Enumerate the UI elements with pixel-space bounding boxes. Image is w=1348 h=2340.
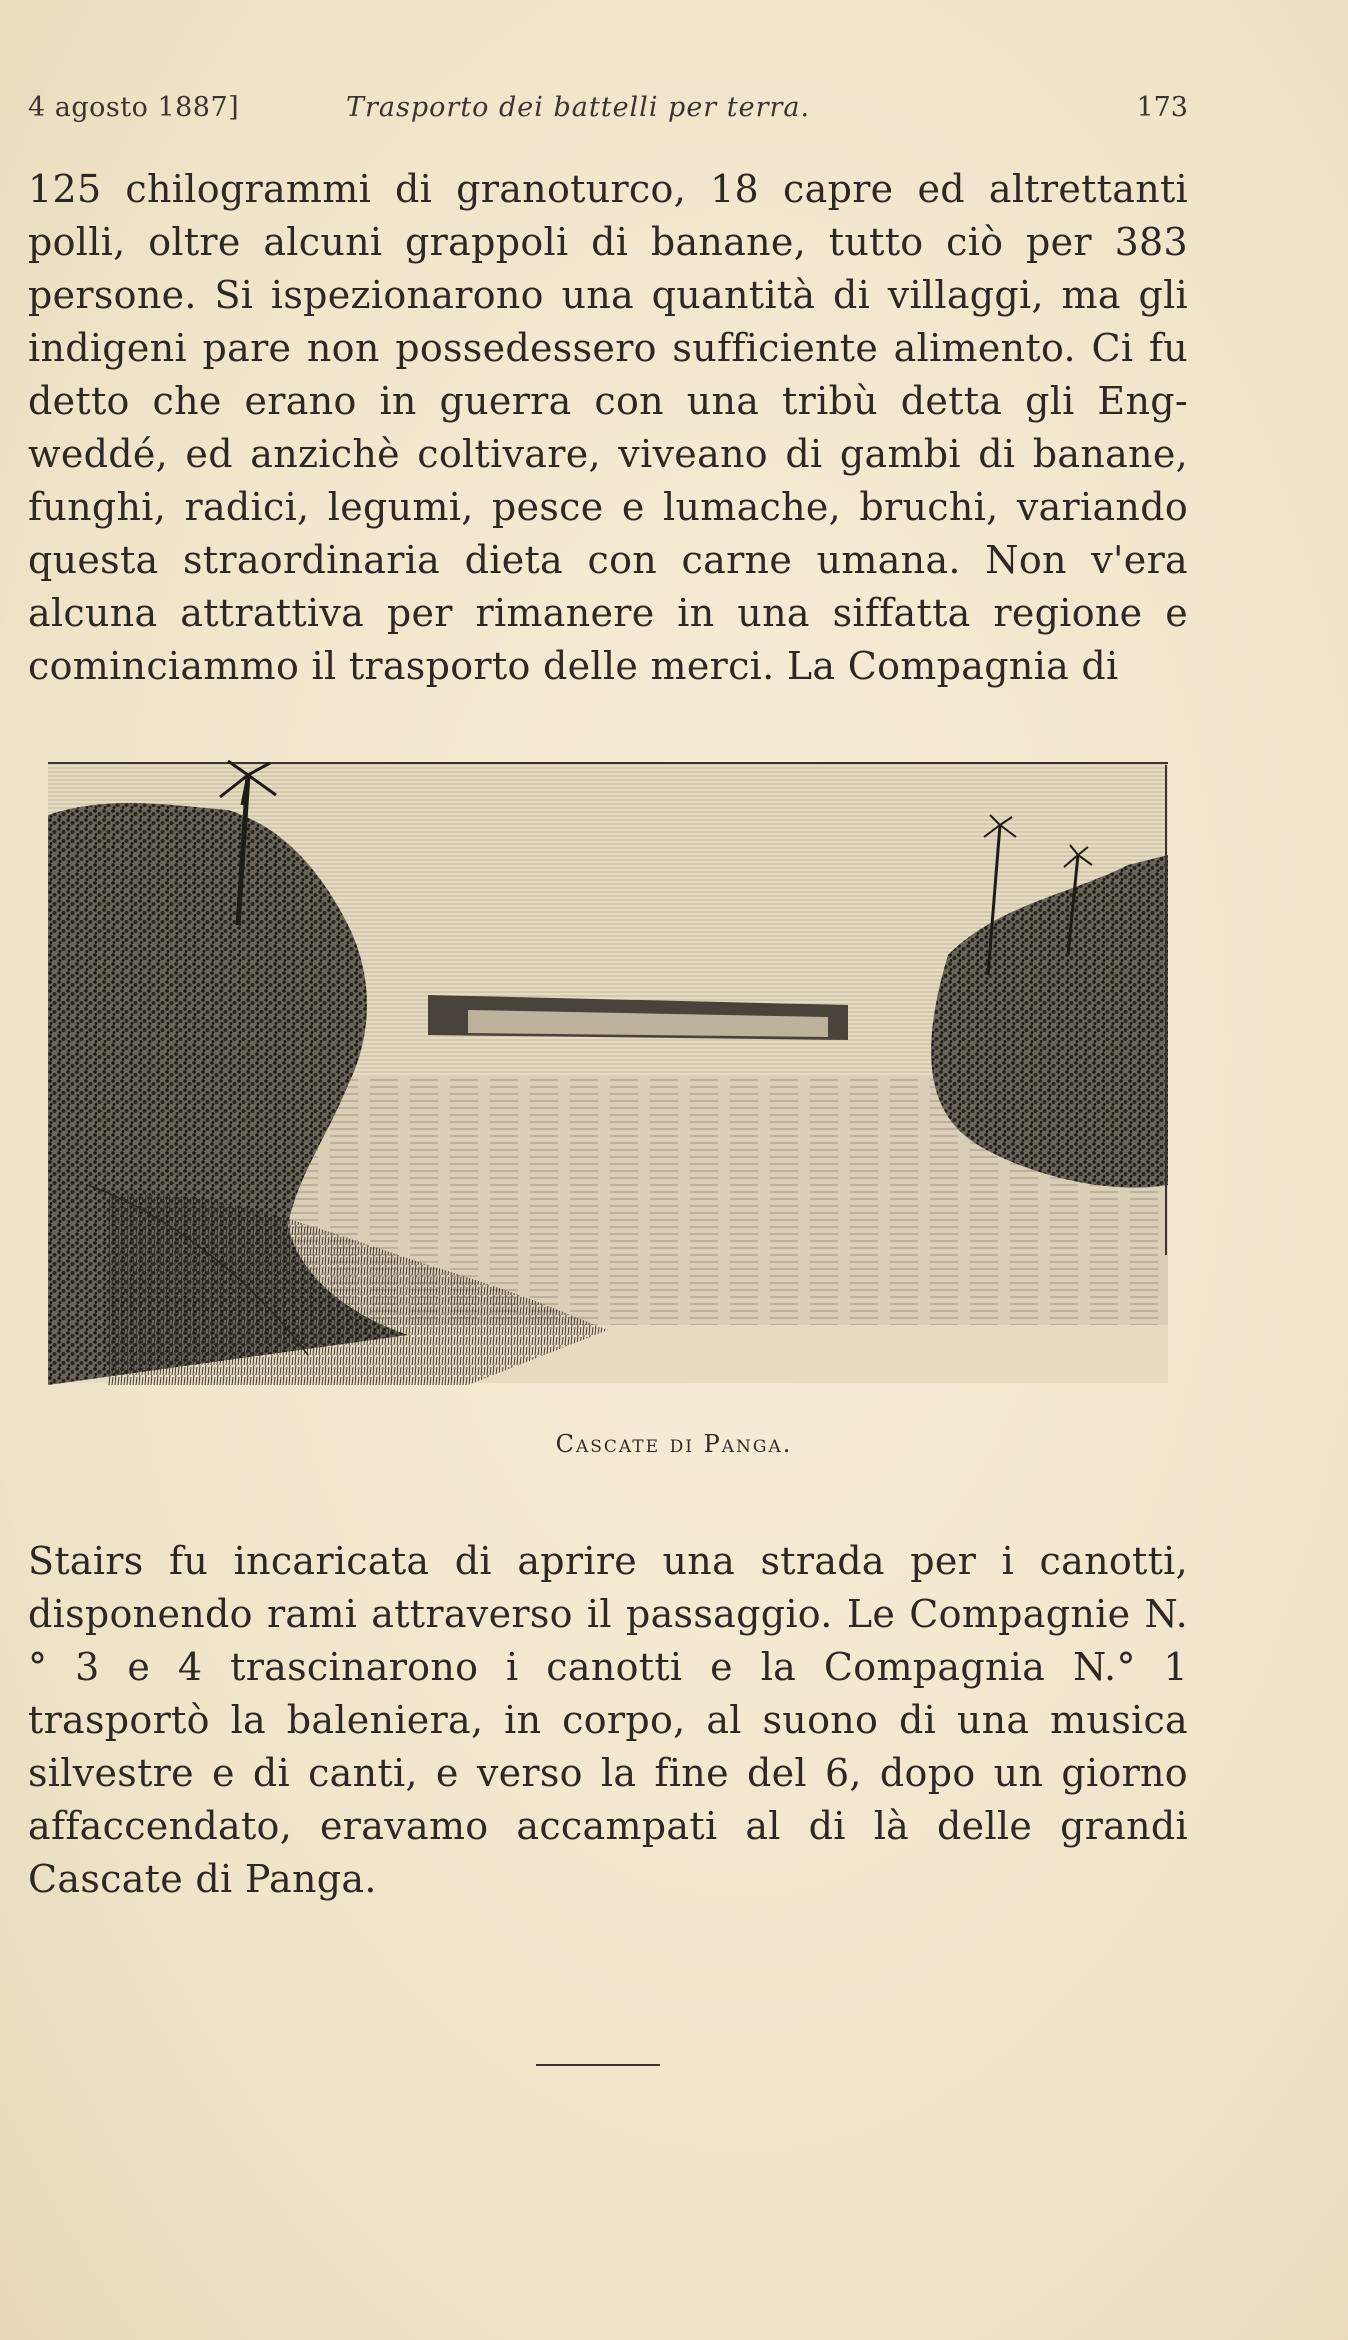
figure-engraving (48, 755, 1168, 1385)
page-number: 173 (1136, 92, 1188, 123)
paragraph-1: 125 chilogrammi di granoturco, 18 capre ed altrettanti polli, oltre alcuni grappoli di banane, tutto ciò per 383 persone. Si ispezionarono una quantità di villaggi, ma gli indigeni pare non possedessero sufficiente alimento. Ci fu detto che erano in guerra con una tribù detta gli Eng-weddé, ed anzichè coltivare, viveano di gambi di banane, funghi, radici, legumi, pesce e lumache, bruchi, variando questa straordinaria dieta con carne umana. Non v'era alcuna attrattiva per rimanere in una siffatta regione e cominciammo il trasporto delle merci. La Compagnia di (28, 167, 1188, 688)
figure-caption: Cascate di Panga. (555, 1430, 793, 1458)
header-date: 4 agosto 1887] (28, 92, 240, 123)
paragraph-2: Stairs fu incaricata di aprire una strada per i canotti, disponendo rami attraverso il passaggio. Le Compagnie N.° 3 e 4 trascinarono i canotti e la Compagnia N.° 1 trasportò la baleniera, in corpo, al suono di una musica silvestre e di canti, e verso la fine del 6, dopo un giorno affaccendato, eravamo accampati al di là delle grandi Cascate di Panga. (28, 1539, 1188, 1901)
closing-rule (536, 2064, 660, 2066)
waterfall-illustration (48, 755, 1168, 1385)
running-header (28, 88, 1188, 132)
header-title: Trasporto dei battelli per terra. (346, 92, 811, 123)
